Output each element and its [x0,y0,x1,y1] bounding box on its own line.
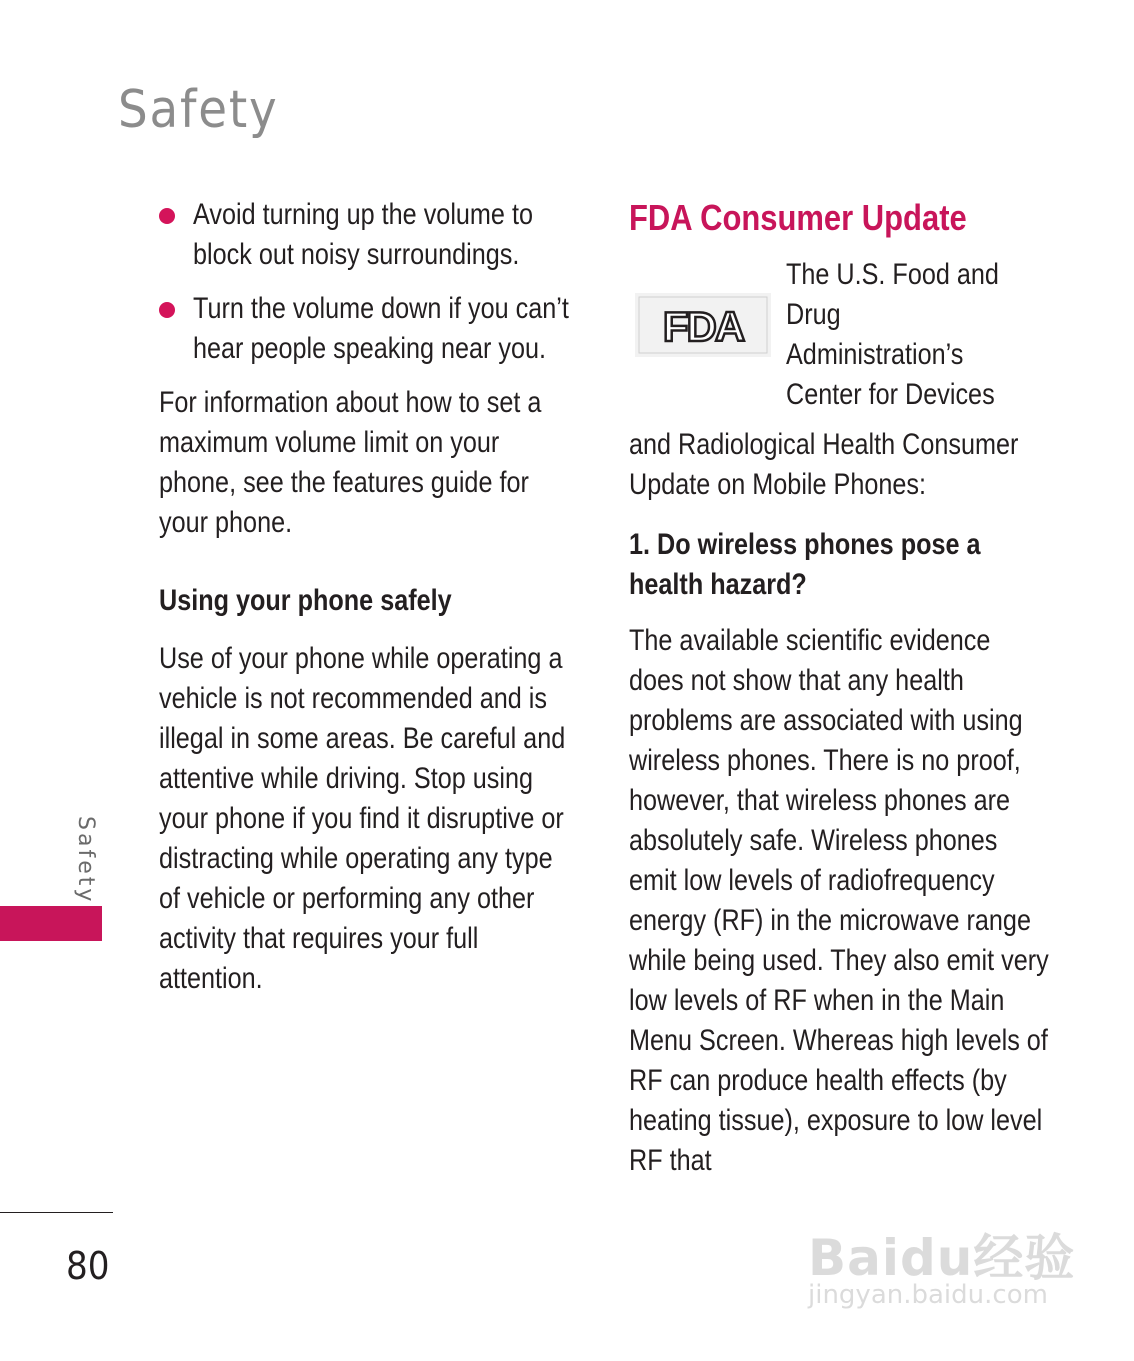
fda-logo-text: FDA [662,303,744,350]
list-item [159,289,579,369]
question-heading: 1. Do wireless phones pose a health hazard? [629,528,981,601]
watermark-main: Baidu经验 [808,1229,1076,1287]
bullet-text: Avoid turning up the volume to block out noisy surroundings. [193,198,533,271]
list-item [159,195,579,275]
fda-intro-block [629,255,1049,425]
left-column [159,195,579,999]
side-tab-bar [0,906,102,941]
intro-line: Drug [786,298,841,331]
fda-logo-icon [633,289,773,361]
volume-info-paragraph: For information about how to set a maximum volume limit on your phone, see the features guide for your phone. [159,386,542,539]
fda-intro-lines [786,255,1086,415]
right-column [629,195,1049,1181]
page-number: 80 [66,1244,110,1288]
answer-paragraph: The available scientific evidence does not show that any health problems are associated with using wireless phones. There is no proof, however, that wireless phones are absolutely safe. Wireless phones emit low levels of radiofrequency energy (RF) in the microwave range while being used. They also emit very low levels of RF when in the Main Menu Screen. Whereas high levels of RF can produce health effects (by heating tissue), exposure to low level RF that [629,624,1049,1177]
bullet-text: Turn the volume down if you can’t hear people speaking near you. [193,292,569,365]
bullet-list [159,195,579,369]
section-heading: Using your phone safely [159,584,452,617]
intro-line: Center for Devices [786,378,995,411]
fda-section-title: FDA Consumer Update [629,197,967,238]
section-body-paragraph: Use of your phone while operating a vehicle is not recommended and is illegal in some areas. Be careful and attentive while driving. Stop using your phone if you find it disruptive or distracting while operating any type of vehicle or performing any other activity that requires your full attention. [159,642,566,995]
intro-continuation: and Radiological Health Consumer Update on Mobile Phones: [629,428,1019,501]
intro-line: Administration’s [786,338,964,371]
side-tab-label: Safety [73,816,98,905]
bullet-dot-icon [159,302,175,318]
watermark [808,1218,1076,1318]
bullet-dot-icon [159,208,175,224]
intro-line: The U.S. Food and [786,258,999,291]
watermark-url: jingyan.baidu.com [808,1280,1048,1310]
footer-divider [0,1212,113,1213]
page-title: Safety [118,80,279,140]
